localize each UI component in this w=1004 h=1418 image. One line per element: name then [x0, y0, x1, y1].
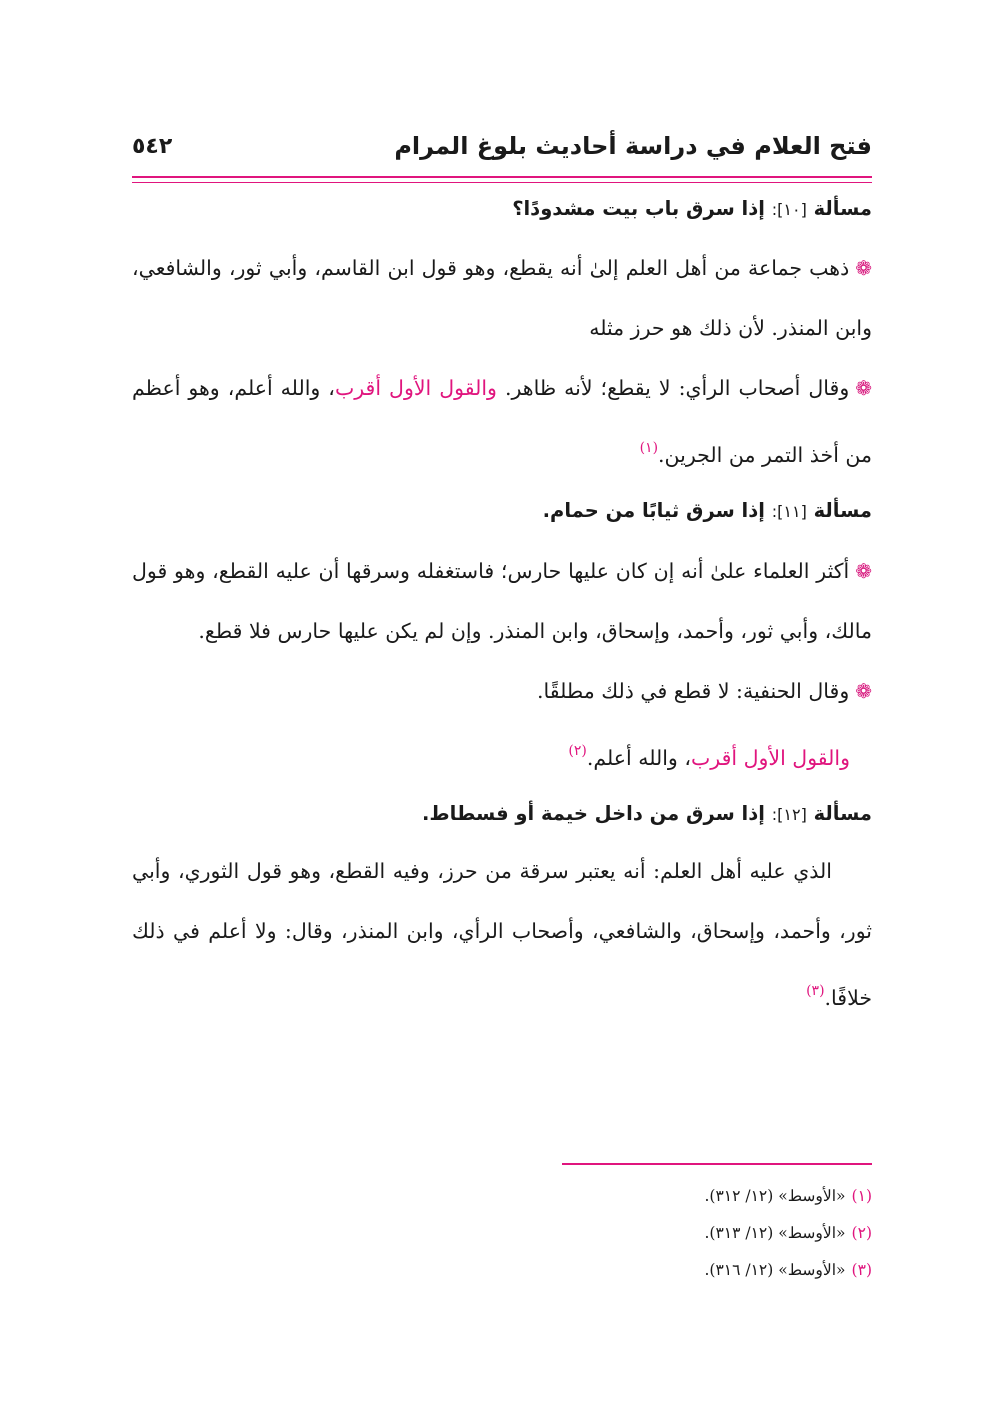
- footnote-number: (٢): [851, 1224, 872, 1242]
- book-page: [132, 118, 872, 1279]
- question-10-heading: [132, 195, 872, 222]
- question-number: [١٠]:: [771, 200, 807, 219]
- footnote-2: [132, 1215, 872, 1252]
- footnote-text: «الأوسط» (١٢/ ٣١٣).: [704, 1224, 846, 1242]
- question-11-paragraph-3: والقول الأول أقرب، والله أعلم.$^{(٢)}$: [568, 742, 850, 770]
- question-12-heading: [132, 800, 872, 827]
- preferred-opinion: والقول الأول أقرب: [334, 376, 497, 401]
- question-number: [١١]:: [771, 502, 807, 522]
- header-rule-thin: [132, 182, 872, 183]
- footnote-ref-1[interactable]: (١): [639, 440, 659, 457]
- question-11-paragraph-1: ❁أكثر العلماء علىٰ أنه إن كان عليها حارس؛ فاستغفله وسرقها أن عليه القطع، وهو قول مالك، وأبي ثور، وأحمد، وإسحاق، وابن المنذر. وإن لم يكن عليها حارس فلا قطع.: [132, 558, 872, 643]
- footnote-ref-2[interactable]: (٢): [568, 742, 587, 759]
- footnotes-list: [132, 1178, 872, 1289]
- running-title: فتح العلام في دراسة أحاديث بلوغ المرام: [394, 132, 872, 160]
- flower-ornament-icon: ❁: [855, 376, 872, 401]
- question-10-paragraph-1: ❁ذهب جماعة من أهل العلم إلىٰ أنه يقطع، وهو قول ابن القاسم، وأبي ثور، والشافعي، وابن المنذر. لأن ذلك هو حرز مثله: [132, 256, 872, 341]
- question-text: إذا سرق ثيابًا من حمام.: [542, 499, 765, 523]
- question-label: مسألة: [813, 197, 872, 220]
- footnote-ref-3[interactable]: (٣): [806, 982, 825, 999]
- question-12-paragraph-1: الذي عليه أهل العلم: أنه يعتبر سرقة من حرز، وفيه القطع، وهو قول الثوري، وأبي ثور، وأحمد، وإسحاق، والشافعي، وأصحاب الرأي، وابن المنذر، وقال: ولا أعلم في ذلك خلافًا.$^{(٣)}$: [132, 858, 872, 1010]
- page-number: ٥٤٢: [132, 133, 173, 159]
- page-header: [132, 118, 872, 174]
- flower-ornament-icon: ❁: [855, 256, 872, 281]
- footnote-number: (١): [851, 1187, 872, 1205]
- question-label: مسألة: [813, 499, 872, 523]
- footnote-3: [132, 1252, 872, 1289]
- question-10-paragraph-2: ❁وقال أصحاب الرأي: لا يقطع؛ لأنه ظاهر. والقول الأول أقرب، والله أعلم، وهو أعظم من أخذ التمر من الجرين.$^{(١)}$: [132, 376, 872, 468]
- question-text: إذا سرق من داخل خيمة أو فسطاط.: [422, 801, 765, 825]
- question-number: [١٢]:: [771, 804, 807, 824]
- footnote-text: «الأوسط» (١٢/ ٣١٢).: [704, 1187, 846, 1205]
- header-rule-thick: [132, 176, 872, 178]
- question-11-paragraph-2: ❁وقال الحنفية: لا قطع في ذلك مطلقًا.: [537, 678, 872, 703]
- question-11-heading: [132, 497, 872, 524]
- flower-ornament-icon: ❁: [855, 558, 872, 583]
- footnote-text: «الأوسط» (١٢/ ٣١٦).: [704, 1261, 846, 1279]
- preferred-opinion: والقول الأول أقرب: [690, 745, 850, 770]
- footnote-separator: [562, 1163, 872, 1165]
- footnote-number: (٣): [851, 1261, 872, 1279]
- question-text: إذا سرق باب بيت مشدودًا؟: [512, 197, 765, 220]
- footnote-1: [132, 1178, 872, 1215]
- flower-ornament-icon: ❁: [855, 678, 872, 703]
- question-label: مسألة: [813, 801, 872, 825]
